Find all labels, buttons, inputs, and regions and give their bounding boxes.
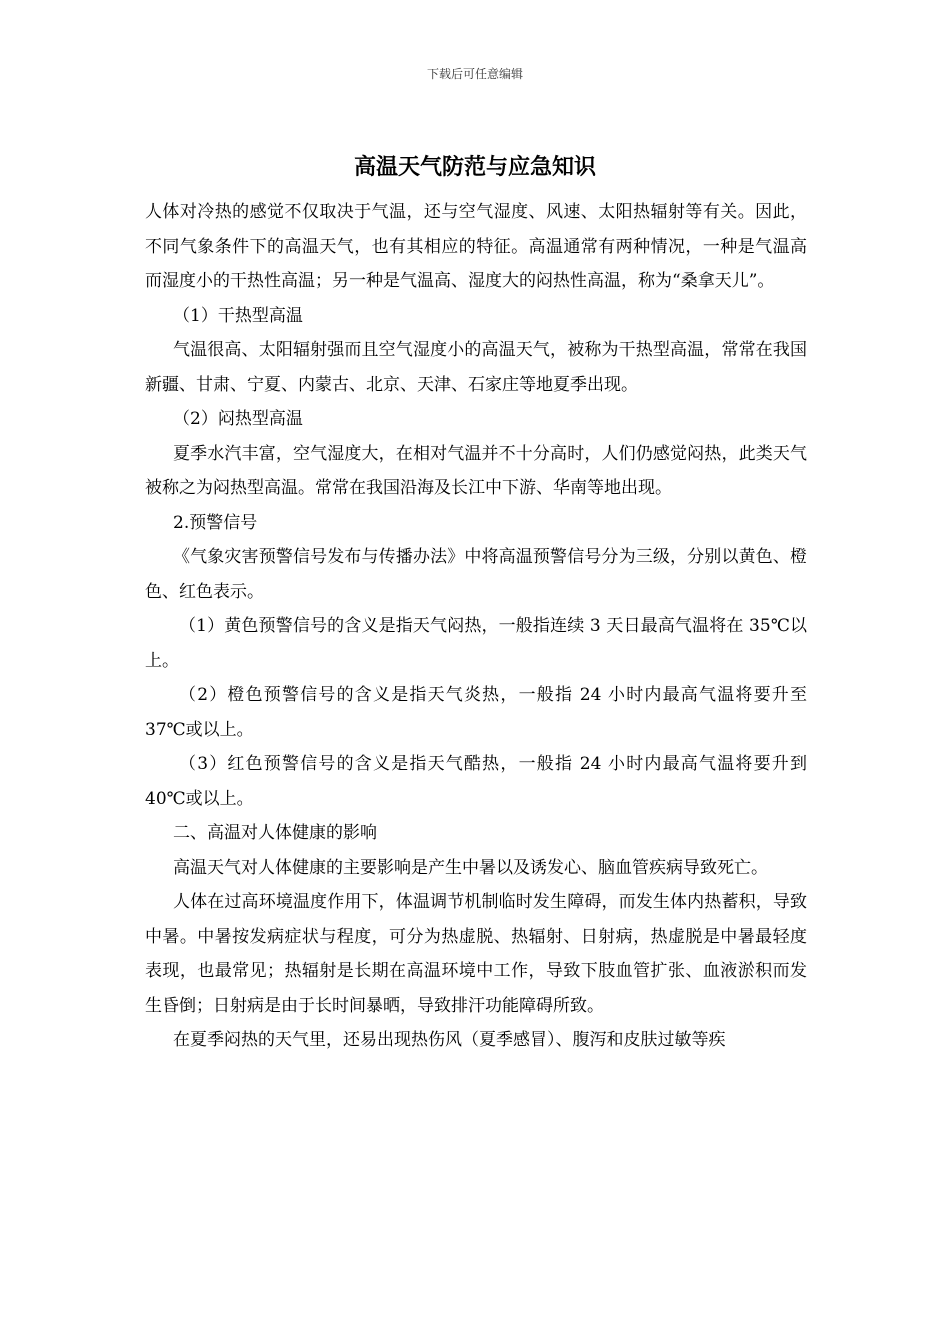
document-title: 高温天气防范与应急知识	[353, 154, 596, 180]
paragraph: 人体对冷热的感觉不仅取决于气温，还与空气湿度、风速、太阳热辐射等有关。因此，不同气象条件下的高温天气，也有其相应的特征。高温通常有两种情况，一种是气温高而湿度小的干热性高温；另一种是气温高、湿度大的闷热性高温，称为“桑拿天儿”。	[145, 202, 807, 291]
section-heading: 二、高温对人体健康的影响	[173, 823, 377, 843]
paragraph: 2.预警信号	[173, 512, 258, 533]
paragraph: （1）干热型高温	[173, 305, 303, 326]
paragraph: 在夏季闷热的天气里，还易出现热伤风（夏季感冒）、腹泻和皮肤过敏等疾	[173, 1030, 726, 1050]
paragraph: 《气象灾害预警信号发布与传播办法》中将高温预警信号分为三级，分别以黄色、橙色、红色表示。	[145, 547, 807, 602]
paragraph: 高温天气对人体健康的主要影响是产生中暑以及诱发心、脑血管疾病导致死亡。	[173, 857, 768, 878]
paragraph: 夏季水汽丰富，空气湿度大，在相对气温并不十分高时，人们仍感觉闷热，此类天气被称之为闷热型高温。常常在我国沿海及长江中下游、华南等地出现。	[145, 443, 807, 498]
paragraph: （3）红色预警信号的含义是指天气酷热，一般指 24 小时内最高气温将要升到 40℃或以上。	[145, 754, 807, 809]
paragraph: （2）闷热型高温	[173, 409, 303, 429]
paragraph: 气温很高、太阳辐射强而且空气湿度小的高温天气，被称为干热型高温，常常在我国新疆、甘肃、宁夏、内蒙古、北京、天津、石家庄等地夏季出现。	[145, 340, 807, 395]
paragraph: 人体在过高环境温度作用下，体温调节机制临时发生障碍，而发生体内热蓄积，导致中暑。中暑按发病症状与程度，可分为热虚脱、热辐射、日射病，热虚脱是中暑最轻度表现，也最常见；热辐射是长期在高温环境中工作，导致下肢血管扩张、血液淤积而发生昏倒；日射病是由于长时间暴晒，导致排汗功能障碍所致。	[145, 892, 807, 1016]
paragraph: （1）黄色预警信号的含义是指天气闷热，一般指连续 3 天日最高气温将在 35℃以上。	[145, 616, 807, 671]
header-note: 下载后可任意编辑	[426, 67, 523, 81]
paragraph: （2）橙色预警信号的含义是指天气炎热，一般指 24 小时内最高气温将要升至 37℃或以上。	[145, 685, 807, 740]
document-body	[145, 195, 807, 1058]
